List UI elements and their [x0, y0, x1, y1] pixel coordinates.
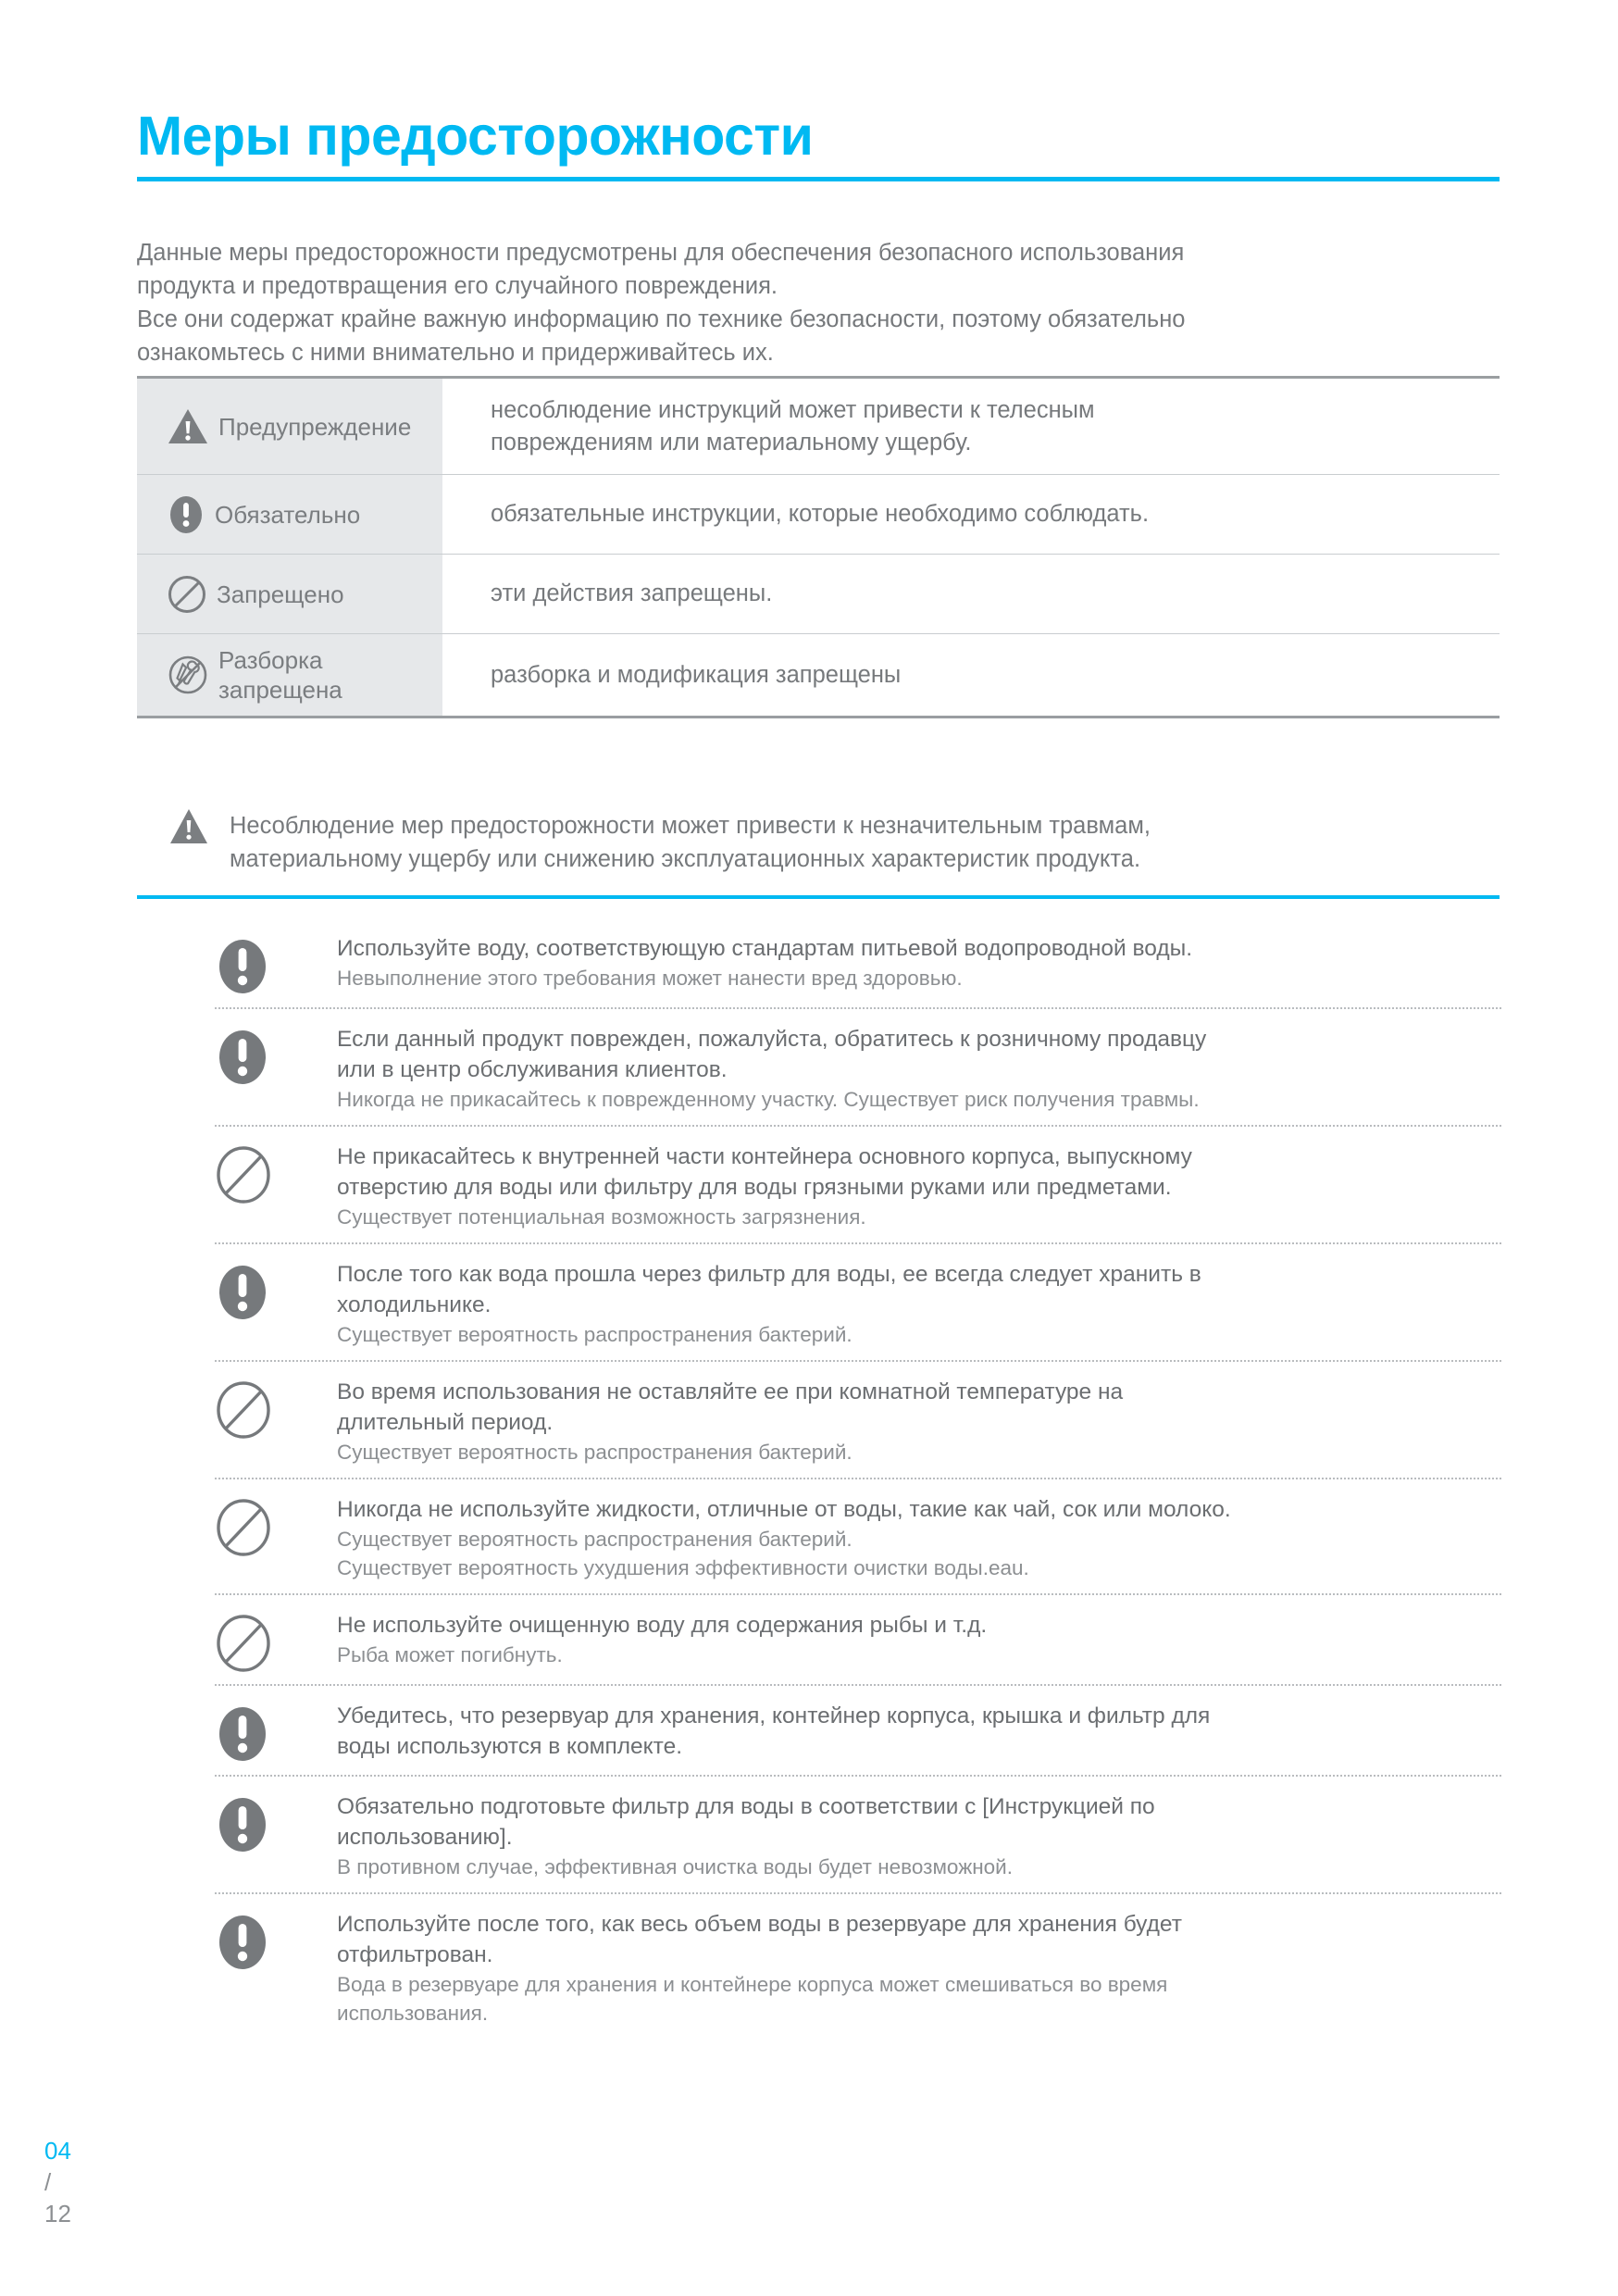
- notice-main-line: Не используйте очищенную воду для содержания рыбы и т.д.: [337, 1613, 988, 1638]
- page-number: [44, 2135, 71, 2229]
- legend-desc-line: несоблюдение инструкций может привести к телесным: [491, 396, 1095, 423]
- legend-label-cell: [137, 555, 442, 633]
- page-title: Меры предосторожности: [137, 106, 814, 167]
- notice-sub-line: Невыполнение этого требования может нанести вред здоровью.: [337, 967, 963, 990]
- warning-triangle-icon: [167, 407, 209, 446]
- prohibited-icon: [215, 1375, 337, 1440]
- notice-main-line: воды используются в комплекте.: [337, 1734, 683, 1759]
- notice-item: [215, 918, 1501, 1007]
- notice-text: [337, 1492, 1501, 1582]
- legend-label-cell: [137, 379, 442, 474]
- page-header: [137, 106, 1500, 181]
- notice-list: [215, 918, 1501, 2039]
- notice-item: [215, 1894, 1501, 2039]
- notice-main-line: Используйте воду, соответствующую стандартам питьевой водопроводной воды.: [337, 936, 1193, 961]
- caution-banner: [168, 807, 1501, 876]
- legend-description-cell: [442, 475, 1500, 554]
- notice-main-line: холодильнике.: [337, 1292, 492, 1317]
- notice-item: [215, 1777, 1501, 1892]
- notice-main-line: длительный период.: [337, 1410, 554, 1435]
- legend-label-text: Запрещено: [217, 580, 344, 608]
- prohibited-icon: [215, 1608, 337, 1673]
- notice-text: [337, 1375, 1501, 1466]
- notice-text: [337, 1257, 1501, 1349]
- legend-desc-line: обязательные инструкции, которые необходимо соблюдать.: [491, 501, 1150, 527]
- notice-text: [337, 1699, 1501, 1762]
- mandatory-exclamation-icon: [215, 1022, 337, 1087]
- notice-sub-line: использования.: [337, 2002, 489, 2025]
- page-number-separator: /: [44, 2168, 52, 2196]
- intro-line-2: продукта и предотвращения его случайного повреждения.: [137, 273, 778, 299]
- notice-main-line: После того как вода прошла через фильтр для воды, ее всегда следует хранить в: [337, 1262, 1201, 1287]
- notice-text: [337, 1140, 1501, 1231]
- prohibited-icon: [167, 574, 207, 615]
- notice-main-line: Никогда не используйте жидкости, отличные от воды, такие как чай, сок или молоко.: [337, 1497, 1231, 1522]
- legend-row: [137, 475, 1500, 555]
- notice-item: [215, 1127, 1501, 1242]
- notice-item: [215, 1244, 1501, 1360]
- caution-text: [230, 807, 1151, 876]
- notice-text: [337, 1907, 1501, 2028]
- notice-text: [337, 1608, 1501, 1669]
- mandatory-exclamation-icon: [215, 931, 337, 996]
- legend-label-text: Предупреждение: [218, 412, 412, 441]
- legend-desc-line: повреждениям или материальному ущербу.: [491, 429, 972, 455]
- notice-main-line: Убедитесь, что резервуар для хранения, контейнер корпуса, крышка и фильтр для: [337, 1703, 1211, 1728]
- mandatory-exclamation-icon: [215, 1790, 337, 1854]
- notice-item: [215, 1479, 1501, 1593]
- notice-sub-line: В противном случае, эффективная очистка воды будет невозможной.: [337, 1855, 1013, 1878]
- legend-desc-line: эти действия запрещены.: [491, 580, 773, 606]
- legend-label-line-2: запрещена: [218, 676, 342, 704]
- legend-row: [137, 379, 1500, 475]
- legend-desc-line: разборка и модификация запрещены: [491, 661, 902, 688]
- notice-text: [337, 1022, 1501, 1114]
- caution-line-2: материальному ущербу или снижению эксплуатационных характеристик продукта.: [230, 846, 1141, 872]
- notice-text: [337, 1790, 1501, 1881]
- notice-main-line: Не прикасайтесь к внутренней части контейнера основного корпуса, выпускному: [337, 1144, 1192, 1169]
- notice-sub-line: Вода в резервуаре для хранения и контейнере корпуса может смешиваться во время: [337, 1973, 1168, 1996]
- title-underline-rule: [137, 177, 1500, 181]
- notice-sub-line: Существует вероятность распространения бактерий.: [337, 1441, 853, 1464]
- notice-item: [215, 1362, 1501, 1478]
- mandatory-exclamation-icon: [215, 1257, 337, 1322]
- notice-item: [215, 1595, 1501, 1684]
- legend-row: [137, 634, 1500, 716]
- notice-text: [337, 931, 1501, 992]
- section-divider-rule: [137, 895, 1500, 899]
- legend-table: [137, 376, 1500, 718]
- intro-line-3: Все они содержат крайне важную информацию по технике безопасности, поэтому обязательно: [137, 306, 1186, 332]
- legend-description-cell: [442, 379, 1500, 474]
- notice-main-line: Если данный продукт поврежден, пожалуйста, обратитесь к розничному продавцу: [337, 1027, 1207, 1052]
- notice-main-line: или в центр обслуживания клиентов.: [337, 1057, 728, 1082]
- notice-sub-line: Существует вероятность ухудшения эффективности очистки воды.eau.: [337, 1556, 1029, 1579]
- mandatory-exclamation-icon: [167, 494, 205, 535]
- prohibited-icon: [215, 1492, 337, 1557]
- notice-main-line: Во время использования не оставляйте ее при комнатной температуре на: [337, 1379, 1124, 1404]
- legend-label-line-1: Разборка: [218, 646, 323, 674]
- legend-label-cell: [137, 634, 442, 716]
- no-disassembly-icon: [167, 654, 209, 696]
- intro-line-4: ознакомьтесь с ними внимательно и придерживайтесь их.: [137, 340, 774, 366]
- notice-sub-line: Рыба может погибнуть.: [337, 1643, 563, 1666]
- prohibited-icon: [215, 1140, 337, 1204]
- intro-line-1: Данные меры предосторожности предусмотрены для обеспечения безопасного использования: [137, 240, 1185, 266]
- legend-description-cell: [442, 555, 1500, 633]
- notice-item: [215, 1009, 1501, 1125]
- legend-label-text: [218, 645, 342, 705]
- notice-sub-line: Существует потенциальная возможность загрязнения.: [337, 1205, 866, 1229]
- notice-main-line: отфильтрован.: [337, 1942, 493, 1967]
- notice-sub-line: Существует вероятность распространения бактерий.: [337, 1323, 853, 1346]
- notice-main-line: отверстию для воды или фильтру для воды грязными руками или предметами.: [337, 1175, 1172, 1200]
- notice-item: [215, 1686, 1501, 1775]
- legend-label-text: Обязательно: [215, 500, 361, 529]
- warning-triangle-icon: [168, 807, 209, 846]
- caution-line-1: Несоблюдение мер предосторожности может привести к незначительным травмам,: [230, 813, 1151, 839]
- notice-sub-line: Существует вероятность распространения бактерий.: [337, 1528, 853, 1551]
- mandatory-exclamation-icon: [215, 1907, 337, 1972]
- legend-label-cell: [137, 475, 442, 554]
- mandatory-exclamation-icon: [215, 1699, 337, 1764]
- legend-description-cell: [442, 634, 1500, 716]
- legend-row: [137, 555, 1500, 634]
- notice-sub-line: Никогда не прикасайтесь к поврежденному участку. Существует риск получения травмы.: [337, 1088, 1200, 1111]
- page-number-current: 04: [44, 2137, 71, 2165]
- notice-main-line: Используйте после того, как весь объем воды в резервуаре для хранения будет: [337, 1912, 1182, 1937]
- page-number-total: 12: [44, 2200, 71, 2227]
- intro-paragraph: [137, 236, 1507, 369]
- notice-main-line: использованию].: [337, 1825, 513, 1850]
- notice-main-line: Обязательно подготовьте фильтр для воды в соответствии с [Инструкцией по: [337, 1794, 1155, 1819]
